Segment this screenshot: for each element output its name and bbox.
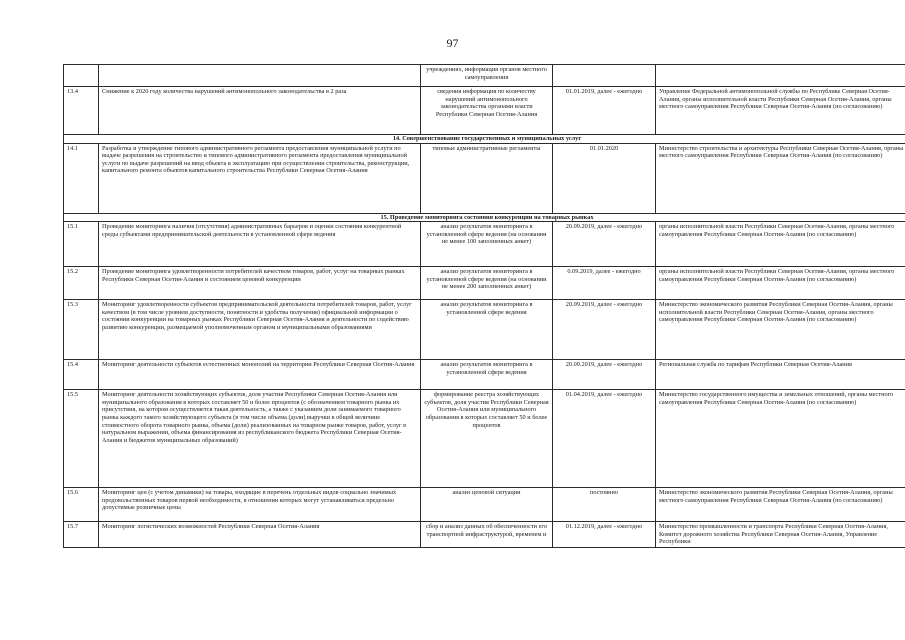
table-row [64,87,905,135]
table-row [64,488,905,522]
cell-num: 15.5 [64,390,99,488]
cell-num: 15.4 [64,360,99,390]
cell-num: 15.3 [64,300,99,360]
cell-result: учреждениях, информация органов местного самоуправления [421,65,553,87]
cell-responsible: Региональная служба по тарифам Республики Северная Осетия-Алания [656,360,905,390]
table-row [64,65,905,87]
cell-deadline [553,65,656,87]
cell-result: анализ результатов мониторинга в установленной сфере ведения (на основании не менее 100 заполненных анкет) [421,222,553,267]
cell-deadline: 01.01.2019, далее - ежегодно [553,87,656,135]
table-row [64,267,905,300]
cell-result: сведения информация по количеству нарушений антимонопольного законодательства органами власти Республики Северная Осетия-Алания [421,87,553,135]
cell-responsible: Министерство промышленности и транспорта Республики Северная Осетия-Алания, Комитет дорожного хозяйства Республики Северная Осетия-Алания, Управление Республики [656,522,905,548]
table-row [64,143,905,213]
cell-deadline: 0.09.2019, далее - ежегодно [553,267,656,300]
cell-responsible [656,65,905,87]
cell-deadline: постоянно [553,488,656,522]
cell-responsible: Управление Федеральной антимонопольной службы по Республике Северная Осетия-Алания, органы исполнительной власти Республики Северная Осетия-Алания, органы местного самоуправления Республики Северная Осетия-Алания (по согласованию) [656,87,905,135]
cell-num: 15.2 [64,267,99,300]
cell-result: анализ результатов мониторинга в установленной сфере ведения [421,300,553,360]
cell-responsible: Министерство государственного имущества и земельных отношений, органы местного самоуправления Республики Северная Осетия-Алания (по согласованию) [656,390,905,488]
cell-measure [99,65,421,87]
cell-measure: Разработка и утверждение типового административного регламента предоставления муниципальной услуги по выдаче разрешения на строительство и типового административного регламента предоставления муниципальной услуги по выдаче разрешений на ввод объекта в эксплуатацию при осуществлении строительства, реконструкции, капитального ремонта объектов капитального строительства Республики Северная Осетия-Алания [99,143,421,213]
table-row [64,222,905,267]
cell-result: сбор и анализ данных об обеспеченности его транспортной инфраструктурой, временем и [421,522,553,548]
cell-num: 15.7 [64,522,99,548]
cell-responsible: органы исполнительной власти Республики Северная Осетия-Алания, органы местного самоуправления Республики Северная Осетия-Алания (по согласованию) [656,267,905,300]
cell-measure: Мониторинг деятельности хозяйствующих субъектов, доля участия Республики Северная Осетия-Алания или муниципального образования в которых составляет 50 и более процентов (с обозначением товарного рынка их присутствия, на котором осуществляется такая деятельность, а также с указанием доли занимаемого товарного рынка каждого такого хозяйствующего субъекта (в том числе объема (доли) выручки в общей величине стоимостного оборота товарного рынка, объема (доли) реализованных на товарном рынке товаров, работ, услуг в натуральном выражении, объема финансирования из республиканского бюджета Республики Северная Осетия-Алания и бюджетов муниципальных образований) [99,390,421,488]
cell-measure: Снижение к 2020 году количества нарушений антимонопольного законодательства в 2 раза [99,87,421,135]
cell-measure: Проведение мониторинга удовлетворенности потребителей качеством товаров, работ, услуг на товарных рынках Республики Северная Осетия-Алания и состоянием ценовой конкуренции [99,267,421,300]
cell-num: 14.1 [64,143,99,213]
cell-result: анализ результатов мониторинга в установленной сфере ведения [421,360,553,390]
plan-table [63,64,905,548]
section-title: 15. Проведение мониторинга состояния конкуренции на товарных рынках [64,213,905,222]
cell-deadline: 01.12.2019, далее - ежегодно [553,522,656,548]
cell-num [64,65,99,87]
cell-result: типовые административные регламенты [421,143,553,213]
table-row [64,360,905,390]
section-header-row [64,135,905,144]
cell-result: формирование реестра хозяйствующих субъектов, доля участия Республики Северная Осетия-Алания или муниципального образования в которых составляет 50 и более процентов [421,390,553,488]
cell-measure: Мониторинг деятельности субъектов естественных монополий на территории Республики Северная Осетия-Алания [99,360,421,390]
cell-responsible: Министерство строительства и архитектуры Республики Северная Осетия-Алания, органы местного самоуправления Республики Северная Осетия-Алания (по согласованию) [656,143,905,213]
cell-deadline: 20.09.2019, далее - ежегодно [553,222,656,267]
cell-num: 15.6 [64,488,99,522]
cell-deadline: 01.01.2020 [553,143,656,213]
cell-deadline: 20.09.2019, далее - ежегодно [553,360,656,390]
cell-responsible: Министерство экономического развития Республики Северная Осетия-Алания, органы исполнительной власти Республики Северная Осетия-Алания, органы местного самоуправления Республики Северная Осетия-Алания (по согласованию) [656,300,905,360]
cell-num: 15.1 [64,222,99,267]
cell-measure: Проведение мониторинга наличия (отсутствия) административных барьеров и оценки состояния конкурентной среды субъектами предпринимательской деятельности в установленной сфере ведения [99,222,421,267]
page-number: 97 [446,36,459,50]
cell-result: анализ результатов мониторинга в установленной сфере ведения (на основании не менее 200 заполненных анкет) [421,267,553,300]
table-row [64,522,905,548]
cell-responsible: Министерство экономического развития Республики Северная Осетия-Алания, органы местного самоуправления Республики Северная Осетия-Алания (по согласованию) [656,488,905,522]
cell-measure: Мониторинг удовлетворенности субъектов предпринимательской деятельности потребителей товаров, работ, услуг качеством (в том числе уровнем доступности, понятности и удобства получения) официальной информации о состоянии конкуренции на товарных рынках Республики Северная Осетия-Алания и деятельности по содействию развитию конкуренции, размещаемой уполномоченным органом и муниципальными образованиями [99,300,421,360]
cell-measure: Мониторинг логистических возможностей Республики Северная Осетия-Алания [99,522,421,548]
cell-measure: Мониторинг цен (с учетом динамики) на товары, входящие в перечень отдельных видов социально значимых продовольственных товаров первой необходимости, в отношении которых могут устанавливаться предельно допустимые розничные цены [99,488,421,522]
table-row [64,300,905,360]
cell-deadline: 20.09.2019, далее - ежегодно [553,300,656,360]
section-title: 14. Совершенствование государственных и муниципальных услуг [64,135,905,144]
cell-result: анализ ценовой ситуации [421,488,553,522]
cell-num: 13.4 [64,87,99,135]
section-header-row [64,213,905,222]
cell-deadline: 01.04.2019, далее - ежегодно [553,390,656,488]
cell-responsible: органы исполнительной власти Республики Северная Осетия-Алания, органы местного самоуправления Республики Северная Осетия-Алания (по согласованию) [656,222,905,267]
table-row [64,390,905,488]
